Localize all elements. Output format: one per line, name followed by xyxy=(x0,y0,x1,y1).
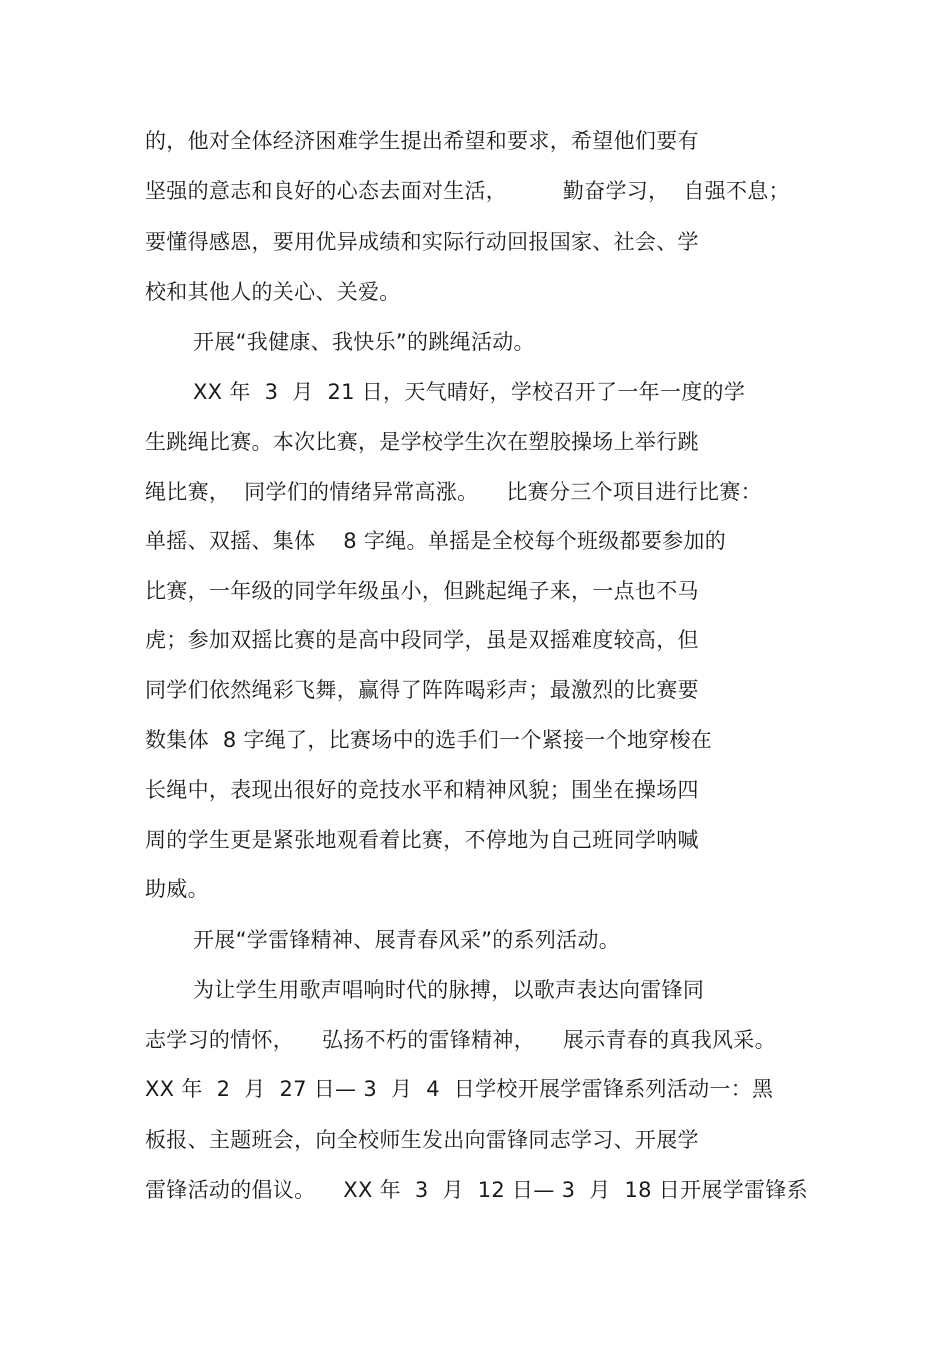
text-line-9: 单摇、双摇、集体 8 字绳。单摇是全校每个班级都要参加的 xyxy=(145,529,727,553)
text-line-3: 要懂得感恩，要用优异成绩和实际行动回报国家、社会、学 xyxy=(145,230,699,254)
section-heading-jump-rope: 开展“我健康、我快乐”的跳绳活动。 xyxy=(193,330,535,354)
text-line-15: 周的学生更是紧张地观看着比赛，不停地为自己班同学呐喊 xyxy=(145,828,699,852)
text-line-8: 绳比赛， 同学们的情绪异常高涨。 比赛分三个项目进行比赛： xyxy=(145,480,762,504)
text-line-2: 坚强的意志和良好的心态去面对生活， 勤奋学习， 自强不息； xyxy=(145,179,790,203)
text-line-11: 虎；参加双摇比赛的是高中段同学，虽是双摇难度较高，但 xyxy=(145,628,699,652)
text-line-13: 数集体 8 字绳了，比赛场中的选手们一个紧接一个地穿梭在 xyxy=(145,728,713,752)
text-line-14: 长绳中，表现出很好的竞技水平和精神风貌；围坐在操场四 xyxy=(145,778,699,802)
text-line-7: 生跳绳比赛。本次比赛，是学校学生次在塑胶操场上举行跳 xyxy=(145,430,699,454)
text-line-1: 的，他对全体经济困难学生提出希望和要求，希望他们要有 xyxy=(145,129,699,153)
text-line-19: 志学习的情怀， 弘扬不朽的雷锋精神， 展示青春的真我风采。 xyxy=(145,1028,776,1052)
text-line-6: XX 年 3 月 21 日，天气晴好，学校召开了一年一度的学 xyxy=(193,380,746,404)
text-line-4: 校和其他人的关心、关爱。 xyxy=(145,280,401,304)
text-line-21: 板报、主题班会，向全校师生发出向雷锋同志学习、开展学 xyxy=(145,1128,699,1152)
text-line-20: XX 年 2 月 27 日— 3 月 4 日学校开展学雷锋系列活动一：黑 xyxy=(145,1077,774,1101)
text-line-10: 比赛，一年级的同学年级虽小，但跳起绳子来，一点也不马 xyxy=(145,579,699,603)
text-line-22: 雷锋活动的倡议。 XX 年 3 月 12 日— 3 月 18 日开展学雷锋系 xyxy=(145,1178,808,1202)
text-line-16: 助威。 xyxy=(145,877,209,901)
section-heading-lei-feng: 开展“学雷锋精神、展青春风采”的系列活动。 xyxy=(193,928,621,952)
text-line-18: 为让学生用歌声唱响时代的脉搏，以歌声表达向雷锋同 xyxy=(193,978,705,1002)
text-line-12: 同学们依然绳彩飞舞，赢得了阵阵喝彩声；最激烈的比赛要 xyxy=(145,678,699,702)
